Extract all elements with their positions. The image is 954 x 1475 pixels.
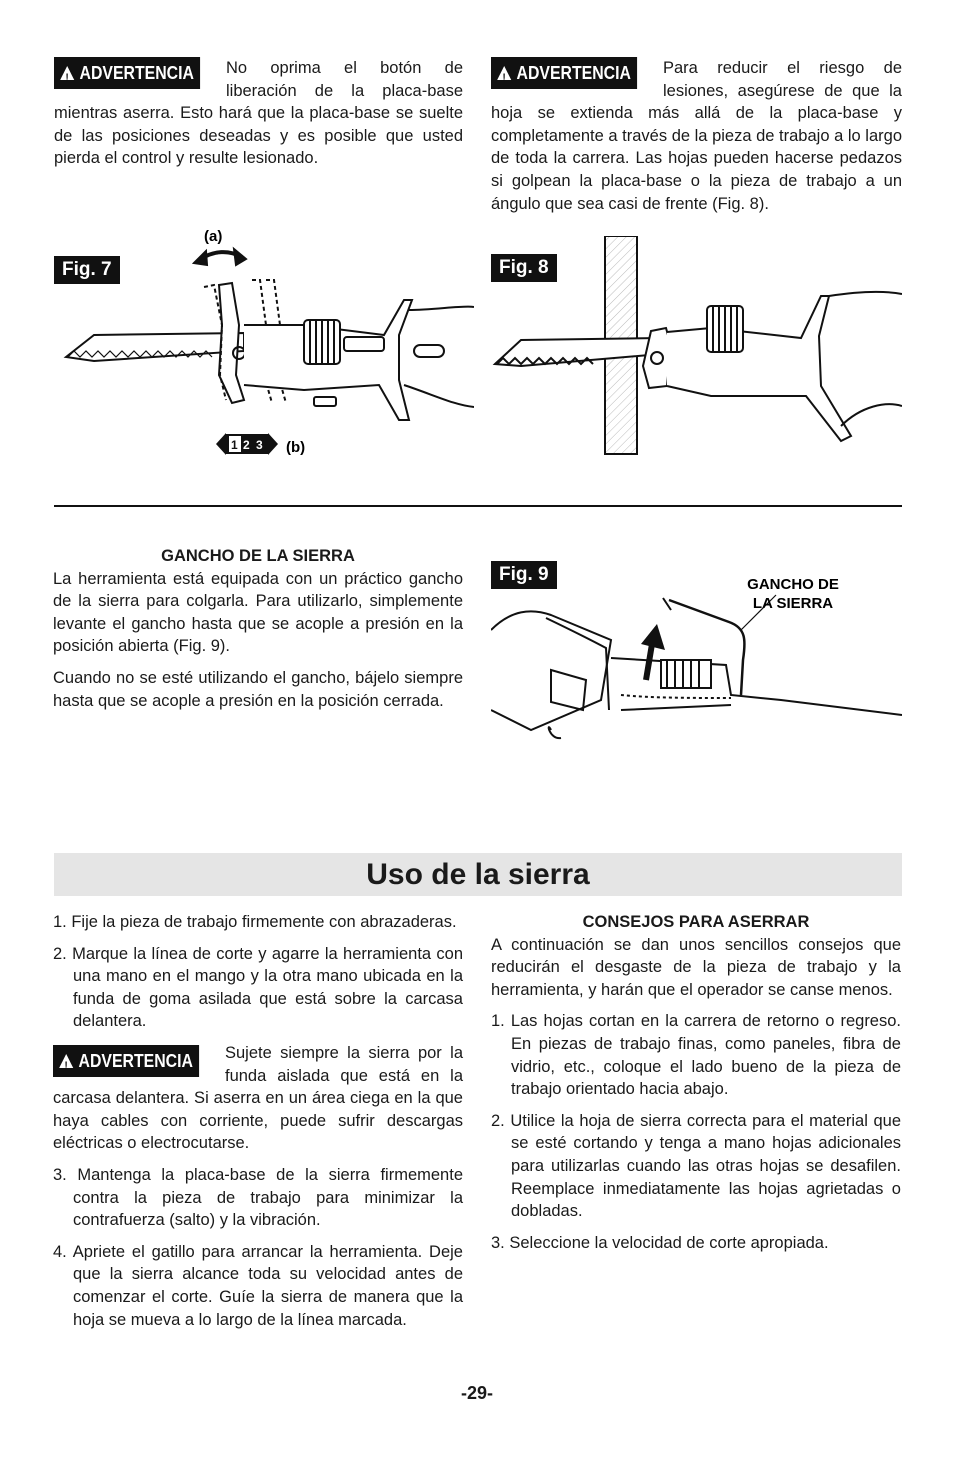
hook-section: [53, 545, 463, 721]
warning-text: No oprima el botón de liberación de la placa-base mientras aserra. Esto hará que la placa-base se suelte de las posiciones deseadas y es posible que usted pierda el control y resulte lesionado.: [54, 59, 463, 168]
section-title: Uso de la sierra: [54, 853, 902, 896]
fig9-callout-line2: LA SIERRA: [752, 595, 834, 612]
warning-label: ADVERTENCIA: [516, 62, 631, 83]
hook-paragraph-1: La herramienta está equipada con un práctico gancho de la sierra para colgarla. Para utilizarlo, simplemente levante el gancho hasta que se acople a presión en la posición abierta (Fig. 9).: [53, 569, 463, 656]
fig8-illustration: [491, 236, 902, 456]
fig7-label: Fig. 7: [54, 256, 120, 284]
warning-badge: [491, 57, 653, 90]
fig7-callout-a: (a): [204, 228, 223, 245]
position-2: 2: [243, 438, 250, 452]
fig7-position-marker: [216, 433, 278, 455]
page-number: -29-: [460, 1383, 493, 1403]
tips-item-3: 3. Seleccione la velocidad de corte apropiada.: [491, 1233, 829, 1252]
warning-badge: [54, 57, 216, 90]
usage-item-1: 1. Fije la pieza de trabajo firmemente con abrazaderas.: [53, 913, 457, 931]
section-divider: [54, 505, 902, 507]
fig9-label: Fig. 9: [491, 561, 557, 589]
fig7-callout-b: (b): [286, 439, 306, 456]
hook-heading: GANCHO DE LA SIERRA: [161, 547, 355, 565]
fig9-illustration: [491, 570, 902, 740]
warning-triangle-icon: [59, 1054, 73, 1068]
tips-column: [491, 911, 901, 1263]
fig7-illustration: [54, 225, 474, 465]
warning-label: ADVERTENCIA: [78, 1050, 193, 1071]
position-1: 1: [231, 438, 238, 452]
tips-item-2: 2. Utilice la hoja de sierra correcta para el material que se esté cortando y tenga a mano hojas adicionales para utilizarlas cuando las otras hojas se desafilen. Reemplace inmediatamente las hojas agrietadas o dobladas.: [491, 1111, 901, 1221]
tips-heading: CONSEJOS PARA ASERRAR: [582, 913, 810, 931]
tips-intro: A continuación se dan unos sencillos consejos que reducirán el desgaste de la pieza de trabajo y la herramienta, y harán que el operador se canse menos.: [491, 935, 901, 999]
fig8-label: Fig. 8: [491, 254, 557, 282]
warning-text: Para reducir el riesgo de lesiones, asegúrese de que la hoja se extienda más allá de la placa-base y completamente a través de la pieza de trabajo a lo largo de toda la carrera. Las hojas pueden hacerse pedazos si golpean la placa-base o la pieza de trabajo a un ángulo que sea casi de frente (Fig. 8).: [491, 59, 902, 213]
top-left-warning-block: [54, 57, 463, 170]
usage-warning-block: [53, 1042, 463, 1155]
warning-label: ADVERTENCIA: [79, 62, 194, 83]
usage-item-4: 4. Apriete el gatillo para arrancar la herramienta. Deje que la sierra alcance toda su velocidad antes de comenzar el corte. Guíe la sierra de manera que la hoja se mueva a lo largo de la línea marcada.: [53, 1242, 463, 1329]
warning-triangle-icon: [60, 66, 74, 80]
hook-paragraph-2: Cuando no se esté utilizando el gancho, bájelo siempre hasta que se acople a presión en la posición cerrada.: [53, 668, 463, 710]
usage-item-3: 3. Mantenga la placa-base de la sierra firmemente contra la pieza de trabajo para minimizar la contrafuerza (salto) y la vibración.: [53, 1165, 463, 1230]
warning-badge: [53, 1045, 215, 1078]
usage-column: [53, 911, 463, 1340]
tips-item-1: 1. Las hojas cortan en la carrera de retorno o regreso. En piezas de trabajo finas, como paneles, fibra de vidrio, etc., coloque el lado bueno de la pieza de trabajo orientado hacia abajo.: [491, 1012, 901, 1099]
position-3: 3: [256, 438, 263, 452]
usage-item-2: 2. Marque la línea de corte y agarre la herramienta con una mano en el mango y la otra mano ubicada en la funda de goma asilada que está sobre la carcasa delantera.: [53, 944, 463, 1031]
warning-triangle-icon: [497, 66, 511, 80]
top-right-warning-block: [491, 57, 902, 215]
warning-text: Sujete siempre la sierra por la funda aislada que está en la carcasa delantera. Si aserra en un área ciega en la que haya cables con corriente, puede sufrir descargas eléctricas o electrocutarse.: [53, 1043, 463, 1153]
fig9-callout-line1: GANCHO DE: [747, 576, 839, 593]
